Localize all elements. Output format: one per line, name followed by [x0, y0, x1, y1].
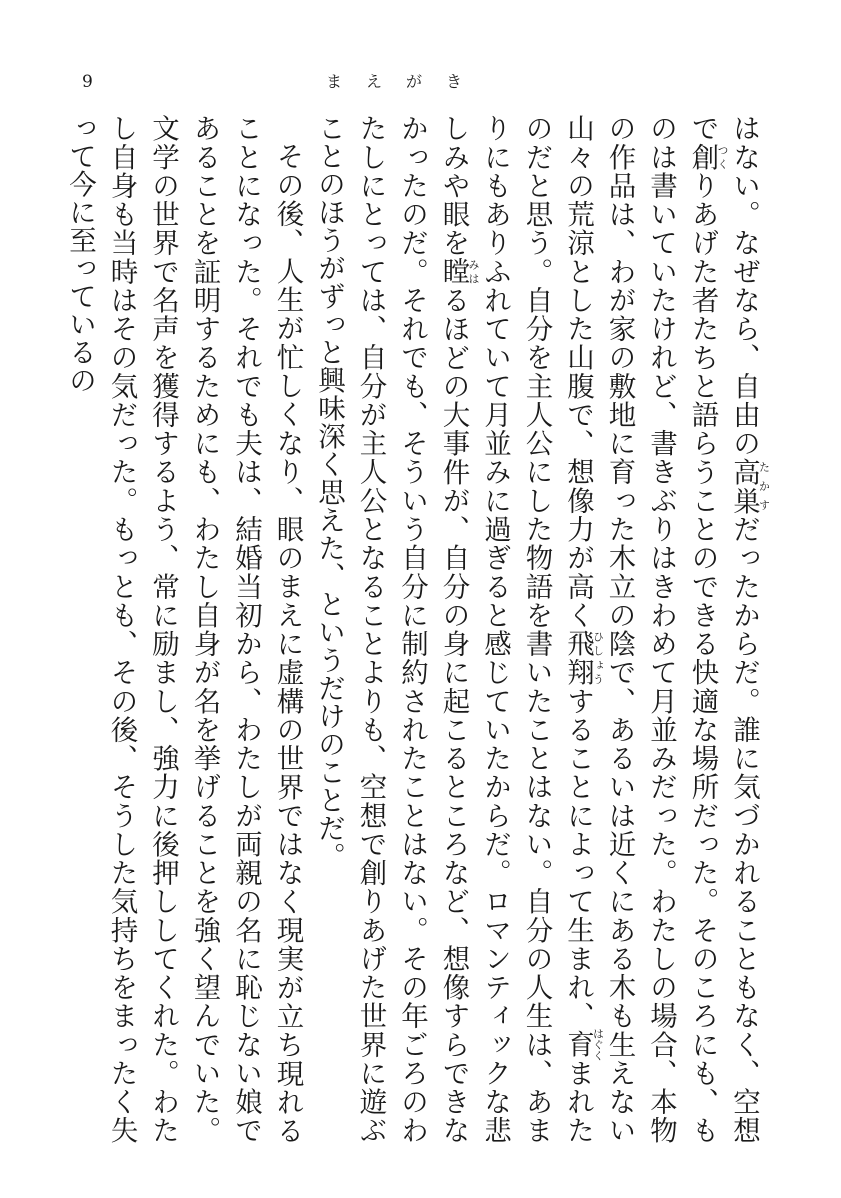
- paragraph-1: [308, 114, 771, 1144]
- text-run: りあげた者たちと語らうことのできる快適な場所だった。そのころにも、ものは書いていたけれど、書きぶりはきわめて月並みだった。わたしの場合、本物の作品は、わが家の敷地に育った木立の陰で、あるいは近くにある木も生えない山々の荒涼とした山腹で、想像力が高く: [562, 114, 719, 1145]
- text-run: だったからだ。誰に気づかれることもなく、空想で: [686, 114, 760, 1145]
- ruby-miha: 瞠みは: [437, 257, 480, 286]
- text-run: まれたのだと思う。自分を主人公にした物語を書いたことはない。自分の人生は、あまりにもありふれていて月並みに過ぎると感じていたからだ。ロマンティックな悲しみや眼を: [437, 114, 594, 1145]
- body-text: [64, 114, 771, 1145]
- ruby-haguku: 育はぐく: [562, 1027, 605, 1061]
- text-run: るほどの大事件が、自分の身に起こるところなど、想像すらできなかったのだ。それでも、そういう自分に制約されたことはない。その年ごろのわたしにとっては、自分が主人公となることよりも、空想で創りあげた世界に遊ぶことのほうがずっと興味深く思えた、というだけのことだ。: [313, 114, 470, 1145]
- page-number: 9: [82, 72, 93, 92]
- ruby-takasu: 高巣たかす: [728, 457, 771, 515]
- text-run: はない。なぜなら、自由の: [728, 114, 760, 458]
- ruby-hishou: 飛翔ひしょう: [562, 629, 605, 687]
- paragraph-2: その後、人生が忙しくなり、眼のまえに虚構の世界ではなく現実が立ち現れることになった。それでも夫は、結婚当初から、わたしが両親の名に恥じない娘であることを証明するためにも、わたし自身が名を挙げることを強く望んでいた。文学の世界で名声を獲得するよう、常に励まし、強力に後押ししてくれた。わたし自身も当時はその気だった。もっとも、その後、そうした気持ちをまったく失って今に至っているの: [64, 114, 304, 1145]
- running-head: まえがき: [326, 72, 487, 91]
- text-run: することによって生まれ、: [562, 686, 594, 1031]
- ruby-tsuku: 創つく: [686, 142, 729, 172]
